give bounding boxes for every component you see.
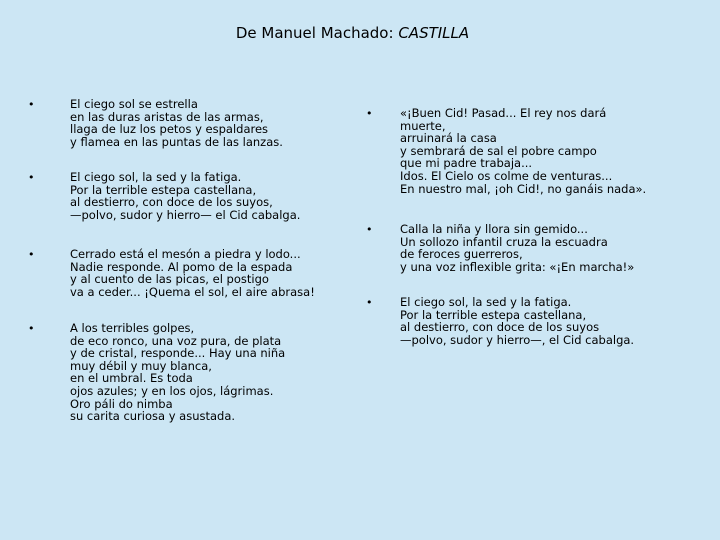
page-title (0, 24, 705, 42)
bullet-icon: • (366, 107, 373, 120)
verse-line: Un sollozo infantil cruza la escuadra (400, 234, 608, 249)
verse-line: su carita curiosa y asustada. (70, 409, 236, 424)
stanza (28, 322, 285, 423)
bullet-icon: • (28, 322, 35, 335)
verse-line: Cerrado está el mesón a piedra y lodo... (70, 247, 301, 261)
title-author: De Manuel Machado: (235, 24, 394, 42)
bullet-icon: • (28, 171, 35, 184)
verse-line: de feroces guerreros, (400, 247, 523, 262)
verse-line: llaga de luz los petos y espaldares (70, 122, 269, 137)
verse-line: En nuestro mal, ¡oh Cid!, no ganáis nada». (400, 181, 647, 196)
bullet-icon: • (28, 248, 35, 261)
verse-line: y flamea en las puntas de las lanzas. (70, 134, 283, 149)
verse-line: Calla la niña y llora sin gemido... (400, 222, 588, 236)
verse-line: Nadie responde. Al pomo de la espada (70, 259, 293, 274)
stanza-text (70, 322, 285, 423)
verse-line: —polvo, sudor y hierro—, el Cid cabalga. (400, 332, 635, 347)
stanza (366, 223, 634, 273)
verse-line: —polvo, sudor y hierro— el Cid cabalga. (70, 207, 301, 222)
verse-line: El ciego sol, la sed y la fatiga. (70, 170, 242, 184)
verse-line: va a ceder... ¡Quema el sol, el aire abrasa! (70, 284, 315, 299)
verse-line: y de cristal, responde... Hay una niña (70, 346, 286, 361)
stanza-text (400, 296, 634, 346)
verse-line: en el umbral. Es toda (70, 371, 193, 386)
stanza (28, 98, 283, 148)
verse-line: y sembrará de sal el pobre campo (400, 143, 597, 158)
verse-line: en las duras aristas de las armas, (70, 109, 264, 124)
verse-line: El ciego sol se estrella (70, 97, 198, 111)
bullet-icon: • (28, 98, 35, 111)
stanza (366, 107, 646, 195)
verse-line: de eco ronco, una voz pura, de plata (70, 333, 282, 348)
verse-line: A los terribles golpes, (70, 321, 195, 335)
stanza-text (400, 223, 634, 273)
verse-line: El ciego sol, la sed y la fatiga. (400, 295, 572, 309)
bullet-icon: • (366, 223, 373, 236)
verse-line: al destierro, con doce de los suyos, (70, 195, 273, 210)
stanza (28, 171, 300, 221)
verse-line: muy débil y muy blanca, (70, 358, 212, 373)
verse-line: y al cuento de las picas, el postigo (70, 272, 269, 287)
stanza-text (70, 171, 300, 221)
verse-line: y una voz inflexible grita: «¡En marcha!» (400, 259, 635, 274)
verse-line: ojos azules; y en los ojos, lágrimas. (70, 383, 274, 398)
verse-line: Oro páli do nimba (70, 396, 173, 411)
verse-line: Idos. El Cielo os colme de venturas... (400, 168, 613, 183)
verse-line: muerte, (400, 118, 446, 133)
stanza (366, 296, 634, 346)
verse-line: que mi padre trabaja... (400, 156, 533, 171)
verse-line: «¡Buen Cid! Pasad... El rey nos dará (400, 106, 607, 120)
verse-line: arruinará la casa (400, 131, 497, 146)
stanza (28, 248, 315, 298)
bullet-icon: • (366, 296, 373, 309)
verse-line: Por la terrible estepa castellana, (70, 182, 257, 197)
verse-line: al destierro, con doce de los suyos (400, 320, 600, 335)
stanza-text (70, 98, 283, 148)
title-work: CASTILLA (398, 24, 470, 42)
stanza-text (70, 248, 315, 298)
stanza-text (400, 107, 646, 195)
verse-line: Por la terrible estepa castellana, (400, 307, 587, 322)
